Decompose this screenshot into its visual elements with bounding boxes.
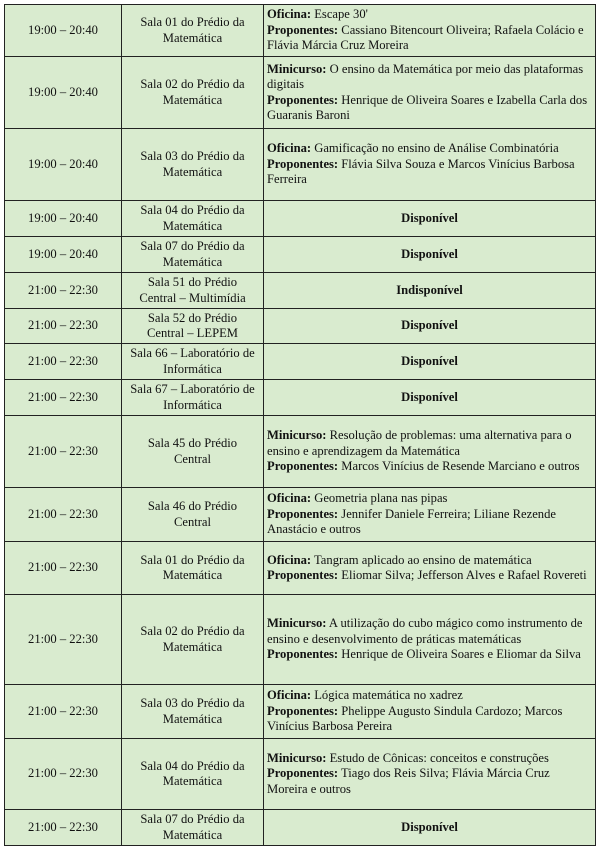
room-line-1: Sala 03 do Prédio da bbox=[140, 149, 245, 163]
room-line-1: Sala 07 do Prédio da bbox=[140, 239, 245, 253]
room-line-1: Sala 02 do Prédio da bbox=[140, 77, 245, 91]
proponentes-label: Proponentes: bbox=[267, 156, 339, 171]
room-line-2: Matemática bbox=[162, 92, 223, 107]
room-line-2: Informática bbox=[163, 397, 222, 412]
room-cell bbox=[122, 237, 264, 273]
activity-cell bbox=[264, 488, 596, 542]
schedule-row bbox=[5, 595, 596, 685]
activity-cell bbox=[264, 685, 596, 739]
activity-title: O ensino da Matemática por meio das plataformas digitais bbox=[267, 61, 584, 91]
room-line-2: Central bbox=[173, 451, 212, 466]
activity-title: Gamificação no ensino de Análise Combinatória bbox=[311, 141, 559, 156]
availability-status: Indisponível bbox=[264, 273, 596, 309]
activity-type: Minicurso: bbox=[267, 428, 327, 443]
activity-title: Estudo de Cônicas: conceitos e construções bbox=[326, 750, 549, 765]
proponentes-names: Tiago dos Reis Silva; Flávia Márcia Cruz Moreira e outros bbox=[267, 766, 550, 796]
time-cell: 21:00 – 22:30 bbox=[5, 344, 122, 380]
room-line-2: Matemática bbox=[162, 218, 223, 233]
proponentes-names: Eliomar Silva; Jefferson Alves e Rafael Rovereti bbox=[338, 568, 587, 582]
activity-cell bbox=[264, 542, 596, 595]
time-cell: 21:00 – 22:30 bbox=[5, 273, 122, 309]
schedule-body bbox=[5, 5, 596, 846]
time-cell: 21:00 – 22:30 bbox=[5, 416, 122, 488]
schedule-row bbox=[5, 237, 596, 273]
room-line-1: Sala 04 do Prédio da bbox=[140, 203, 245, 217]
schedule-row bbox=[5, 5, 596, 57]
schedule-row bbox=[5, 344, 596, 380]
room-line-2: Central – Multimídia bbox=[139, 290, 246, 305]
schedule-row bbox=[5, 685, 596, 739]
room-line-1: Sala 46 do Prédio bbox=[147, 499, 238, 513]
room-cell bbox=[122, 309, 264, 344]
room-line-2: Matemática bbox=[162, 711, 223, 726]
proponentes-names: Henrique de Oliveira Soares e Eliomar da Silva bbox=[338, 647, 581, 662]
schedule-row bbox=[5, 273, 596, 309]
activity-cell bbox=[264, 595, 596, 685]
time-cell: 19:00 – 20:40 bbox=[5, 57, 122, 129]
availability-status: Disponível bbox=[264, 810, 596, 846]
activity-cell bbox=[264, 416, 596, 488]
room-line-2: Informática bbox=[163, 361, 222, 376]
room-line-2: Matemática bbox=[162, 30, 223, 45]
availability-status: Disponível bbox=[264, 380, 596, 416]
schedule-row bbox=[5, 542, 596, 595]
time-cell: 19:00 – 20:40 bbox=[5, 201, 122, 237]
room-line-2: Matemática bbox=[162, 827, 223, 842]
availability-status: Disponível bbox=[264, 201, 596, 237]
activity-type: Minicurso: bbox=[267, 61, 327, 76]
schedule-row bbox=[5, 309, 596, 344]
room-cell bbox=[122, 685, 264, 739]
room-cell bbox=[122, 273, 264, 309]
room-cell bbox=[122, 416, 264, 488]
room-line-1: Sala 04 do Prédio da bbox=[140, 758, 245, 773]
activity-title: Resolução de problemas: uma alternativa para o ensino e aprendizagem da Matemática bbox=[267, 428, 572, 458]
schedule-row bbox=[5, 201, 596, 237]
room-cell bbox=[122, 5, 264, 57]
room-cell bbox=[122, 344, 264, 380]
room-line-1: Sala 03 do Prédio da bbox=[140, 696, 245, 710]
proponentes-names: Marcos Vinícius de Resende Marciano e outros bbox=[338, 459, 580, 474]
schedule-table bbox=[4, 4, 596, 846]
proponentes-label: Proponentes: bbox=[267, 506, 339, 521]
activity-type: Minicurso: bbox=[267, 616, 327, 631]
room-cell bbox=[122, 595, 264, 685]
activity-type: Oficina: bbox=[267, 141, 312, 156]
room-cell bbox=[122, 542, 264, 595]
time-cell: 21:00 – 22:30 bbox=[5, 810, 122, 846]
schedule-row bbox=[5, 416, 596, 488]
proponentes-label: Proponentes: bbox=[267, 459, 339, 474]
room-cell bbox=[122, 129, 264, 201]
activity-type: Oficina: bbox=[267, 7, 312, 22]
time-cell: 21:00 – 22:30 bbox=[5, 739, 122, 810]
time-cell: 19:00 – 20:40 bbox=[5, 5, 122, 57]
room-line-2: Matemática bbox=[162, 774, 223, 788]
room-line-1: Sala 02 do Prédio da bbox=[140, 624, 245, 638]
activity-cell bbox=[264, 129, 596, 201]
time-cell: 21:00 – 22:30 bbox=[5, 380, 122, 416]
room-line-1: Sala 52 do Prédio bbox=[147, 310, 238, 325]
activity-title: Escape 30' bbox=[311, 7, 368, 22]
room-cell bbox=[122, 739, 264, 810]
activity-title: Geometria plana nas pipas bbox=[311, 491, 448, 506]
room-line-1: Sala 07 do Prédio da bbox=[140, 812, 245, 826]
room-cell bbox=[122, 380, 264, 416]
room-line-1: Sala 01 do Prédio da bbox=[140, 15, 245, 29]
room-line-2: Matemática bbox=[162, 639, 223, 654]
room-line-2: Matemática bbox=[162, 254, 223, 269]
room-line-1: Sala 01 do Prédio da bbox=[140, 552, 245, 567]
room-cell bbox=[122, 201, 264, 237]
schedule-row bbox=[5, 488, 596, 542]
activity-title: Lógica matemática no xadrez bbox=[311, 688, 463, 703]
activity-cell bbox=[264, 739, 596, 810]
room-cell bbox=[122, 810, 264, 846]
proponentes-names: Flávia Silva Souza e Marcos Vinícius Barbosa Ferreira bbox=[267, 156, 575, 187]
availability-status: Disponível bbox=[264, 237, 596, 273]
proponentes-names: Phelippe Augusto Sindula Cardozo; Marcos Vinícius Barbosa Pereira bbox=[267, 703, 563, 734]
schedule-row bbox=[5, 810, 596, 846]
schedule-row bbox=[5, 739, 596, 810]
proponentes-names: Cassiano Bitencourt Oliveira; Rafaela Colácio e Flávia Márcia Cruz Moreira bbox=[267, 22, 584, 53]
time-cell: 21:00 – 22:30 bbox=[5, 309, 122, 344]
room-cell bbox=[122, 57, 264, 129]
time-cell: 19:00 – 20:40 bbox=[5, 237, 122, 273]
room-line-1: Sala 51 do Prédio bbox=[147, 275, 238, 289]
proponentes-label: Proponentes: bbox=[267, 766, 339, 781]
proponentes-label: Proponentes: bbox=[267, 703, 339, 718]
proponentes-label: Proponentes: bbox=[267, 22, 339, 37]
activity-title: A utilização do cubo mágico como instrumento de ensino e desenvolvimento de práticas matemáticas bbox=[267, 616, 583, 646]
room-line-1: Sala 45 do Prédio bbox=[147, 436, 238, 450]
time-cell: 21:00 – 22:30 bbox=[5, 595, 122, 685]
time-cell: 21:00 – 22:30 bbox=[5, 685, 122, 739]
proponentes-names: Jennifer Daniele Ferreira; Liliane Rezende Anastácio e outros bbox=[267, 506, 556, 537]
proponentes-label: Proponentes: bbox=[267, 92, 339, 107]
room-line-2: Central bbox=[173, 514, 212, 529]
proponentes-label: Proponentes: bbox=[267, 568, 339, 582]
schedule-row bbox=[5, 57, 596, 129]
room-line-2: Matemática bbox=[162, 164, 223, 179]
activity-cell bbox=[264, 57, 596, 129]
schedule-row bbox=[5, 380, 596, 416]
time-cell: 19:00 – 20:40 bbox=[5, 129, 122, 201]
proponentes-names: Henrique de Oliveira Soares e Izabella Carla dos Guaranis Baroni bbox=[267, 92, 588, 122]
room-cell bbox=[122, 488, 264, 542]
activity-type: Minicurso: bbox=[267, 750, 327, 765]
time-cell: 21:00 – 22:30 bbox=[5, 488, 122, 542]
room-line-2: Matemática bbox=[162, 568, 223, 582]
activity-title: Tangram aplicado ao ensino de matemática bbox=[311, 552, 532, 567]
room-line-1: Sala 67 – Laboratório de bbox=[130, 382, 255, 396]
room-line-2: Central – LEPEM bbox=[147, 326, 238, 340]
activity-type: Oficina: bbox=[267, 552, 312, 567]
proponentes-label: Proponentes: bbox=[267, 647, 339, 662]
activity-cell bbox=[264, 5, 596, 57]
time-cell: 21:00 – 22:30 bbox=[5, 542, 122, 595]
activity-type: Oficina: bbox=[267, 688, 312, 703]
availability-status: Disponível bbox=[264, 344, 596, 380]
room-line-1: Sala 66 – Laboratório de bbox=[130, 346, 255, 360]
activity-type: Oficina: bbox=[267, 491, 312, 506]
availability-status: Disponível bbox=[264, 309, 596, 344]
schedule-row bbox=[5, 129, 596, 201]
